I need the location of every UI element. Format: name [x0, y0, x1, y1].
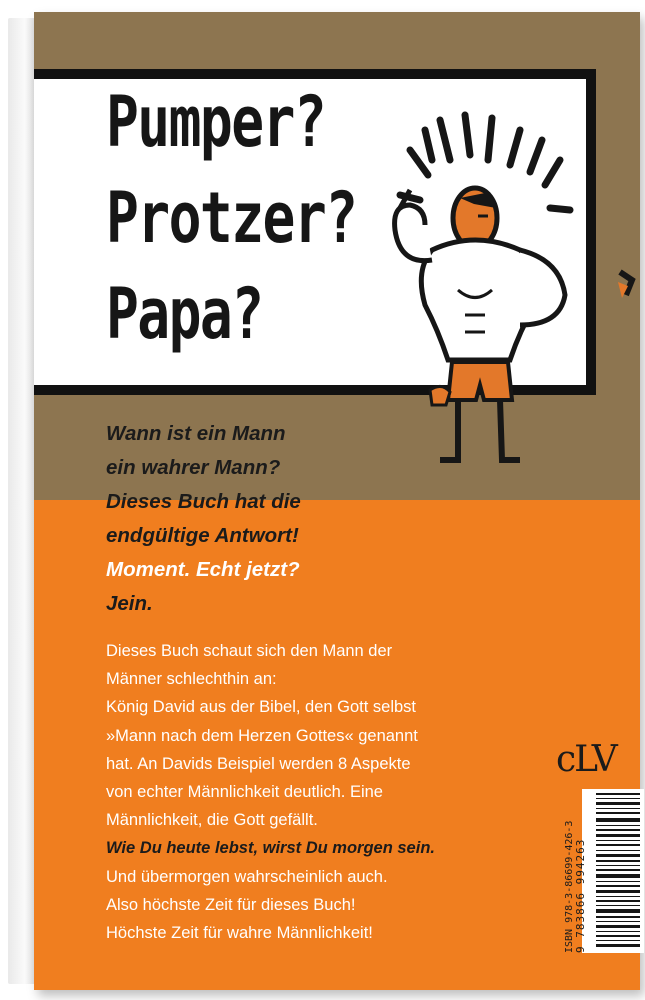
- description: [106, 637, 496, 947]
- description-line-6: von echter Männlichkeit deutlich. Eine: [106, 783, 383, 802]
- book-spine: [8, 18, 36, 984]
- barcode-digits: 9 783866 994263: [574, 838, 587, 953]
- barcode: [582, 789, 644, 953]
- tagline: [106, 417, 436, 621]
- headline-line-2: Protzer?: [106, 177, 357, 259]
- headline-line-3: Papa?: [106, 273, 263, 355]
- description-line-2: Männer schlechthin an:: [106, 670, 277, 689]
- tagline-line-3: Dieses Buch hat die: [106, 490, 301, 513]
- tagline-line-6: Jein.: [106, 592, 153, 615]
- description-line-3: König David aus der Bibel, den Gott selbst: [106, 698, 417, 717]
- tagline-line-2: ein wahrer Mann?: [106, 456, 281, 479]
- closing-line-2: Also höchste Zeit für dieses Buch!: [106, 895, 356, 914]
- headline: [106, 74, 357, 362]
- closing-line-3: Höchste Zeit für wahre Männlichkeit!: [106, 924, 373, 943]
- closing-line-1: Und übermorgen wahrscheinlich auch.: [106, 867, 388, 886]
- description-line-5: hat. An Davids Beispiel werden 8 Aspekte: [106, 754, 411, 773]
- description-line-1: Dieses Buch schaut sich den Mann der: [106, 642, 393, 660]
- tagline-line-5: Moment. Echt jetzt?: [106, 558, 300, 581]
- tagline-line-4: endgültige Antwort!: [106, 524, 299, 547]
- description-line-7: Männlichkeit, die Gott gefällt.: [106, 811, 318, 830]
- headline-line-1: Pumper?: [106, 81, 326, 163]
- book-back-cover: [34, 12, 640, 990]
- emphasis-line: Wie Du heute lebst, wirst Du morgen sein.: [106, 839, 435, 858]
- description-line-4: »Mann nach dem Herzen Gottes« genannt: [106, 726, 418, 745]
- tagline-line-1: Wann ist ein Mann: [106, 422, 286, 445]
- isbn-label: ISBN 978-3-86699-426-3: [564, 820, 575, 953]
- publisher-logo: cLV: [556, 739, 616, 780]
